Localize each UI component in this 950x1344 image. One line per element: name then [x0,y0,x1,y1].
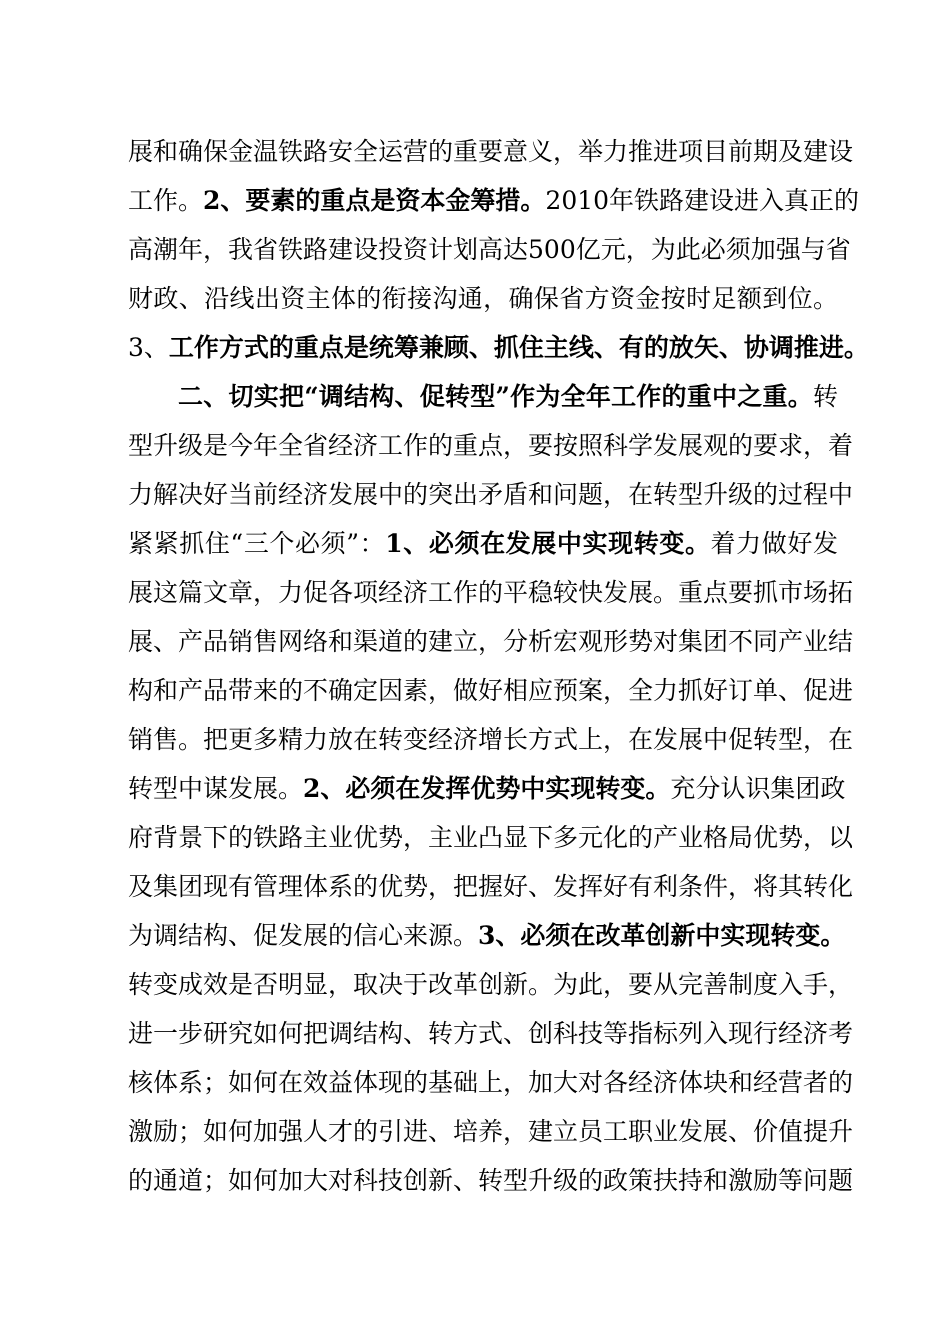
bold-text-segment: 二、切实把“调结构、促转型”作为全年工作的重中之重。 [178,382,813,411]
text-line [128,519,838,568]
text-segment: 2010年铁路建设进入真正的 [545,186,860,215]
text-segment: 转 [812,382,838,411]
text-segment: 进一步研究如何把调结构、转方式、创科技等指标列入现行经济考 [128,1019,854,1048]
text-segment: 构和产品带来的不确定因素，做好相应预案，全力抓好订单、促进 [128,676,854,705]
text-segment: 转型中谋发展。 [128,774,304,803]
text-line [128,715,854,764]
text-segment: 着力做好发 [710,529,838,558]
text-line [128,1156,854,1205]
text-line [128,421,854,470]
text-line [128,127,854,176]
text-segment: 为调结构、促发展的信心来源。 [128,921,479,950]
bold-text-segment: 3、必须在改革创新中实现转变。 [478,921,846,950]
text-segment: 工作。 [128,186,204,215]
text-line [128,470,854,519]
text-line [128,617,854,666]
bold-text-segment: 2、要素的重点是资本金筹措。 [203,186,546,215]
bold-text-segment: 工作方式的重点是统筹兼顾、抓住主线、有的放矢、协调推进。 [168,333,869,362]
text-segment: 销售。把更多精力放在转变经济增长方式上，在发展中促转型，在 [128,725,854,754]
text-line [128,1107,854,1156]
body-text [128,127,869,1205]
text-segment: 核体系；如何在效益体现的基础上，加大对各经济体块和经营者的 [128,1068,854,1097]
text-segment: 转变成效是否明显，取决于改革创新。为此，要从完善制度入手， [128,970,854,999]
text-line [128,813,854,862]
text-segment: 及集团现有管理体系的优势，把握好、发挥好有利条件，将其转化 [128,872,854,901]
text-line [128,911,846,960]
text-segment: 力解决好当前经济发展中的突出矛盾和问题，在转型升级的过程中 [128,480,854,509]
text-segment: 充分认识集团政 [670,774,846,803]
text-segment: 府背景下的铁路主业优势，主业凸显下多元化的产业格局优势，以 [128,823,854,852]
text-line [128,372,838,421]
text-line [128,1058,854,1107]
text-segment: 展、产品销售网络和渠道的建立，分析宏观形势对集团不同产业结 [128,627,854,656]
text-line [128,862,854,911]
text-line [128,1009,854,1058]
text-segment: 财政、沿线出资主体的衔接沟通，确保省方资金按时足额到位。 [128,284,838,313]
text-line [128,274,838,323]
text-line [128,764,846,813]
text-line [128,960,854,1009]
text-line [128,225,851,274]
text-segment: 高潮年，我省铁路建设投资计划高达500亿元，为此必须加强与省 [128,235,851,264]
text-segment: 型升级是今年全省经济工作的重点，要按照科学发展观的要求，着 [128,431,854,460]
text-line [128,666,854,715]
text-line [128,568,854,617]
text-segment: 激励；如何加强人才的引进、培养，建立员工职业发展、价值提升 [128,1117,854,1146]
text-segment: 紧紧抓住“三个必须”： [128,529,386,558]
text-segment: 的通道；如何加大对科技创新、转型升级的政策扶持和激励等问题 [128,1166,854,1195]
bold-text-segment: 2、必须在发挥优势中实现转变。 [303,774,671,803]
text-segment: 展和确保金温铁路安全运营的重要意义，举力推进项目前期及建设 [128,137,854,166]
text-segment: 3、 [128,333,169,362]
bold-text-segment: 1、必须在发展中实现转变。 [385,529,711,558]
text-segment: 展这篇文章，力促各项经济工作的平稳较快发展。重点要抓市场拓 [128,578,854,607]
text-line [128,176,860,225]
text-line [128,323,869,372]
